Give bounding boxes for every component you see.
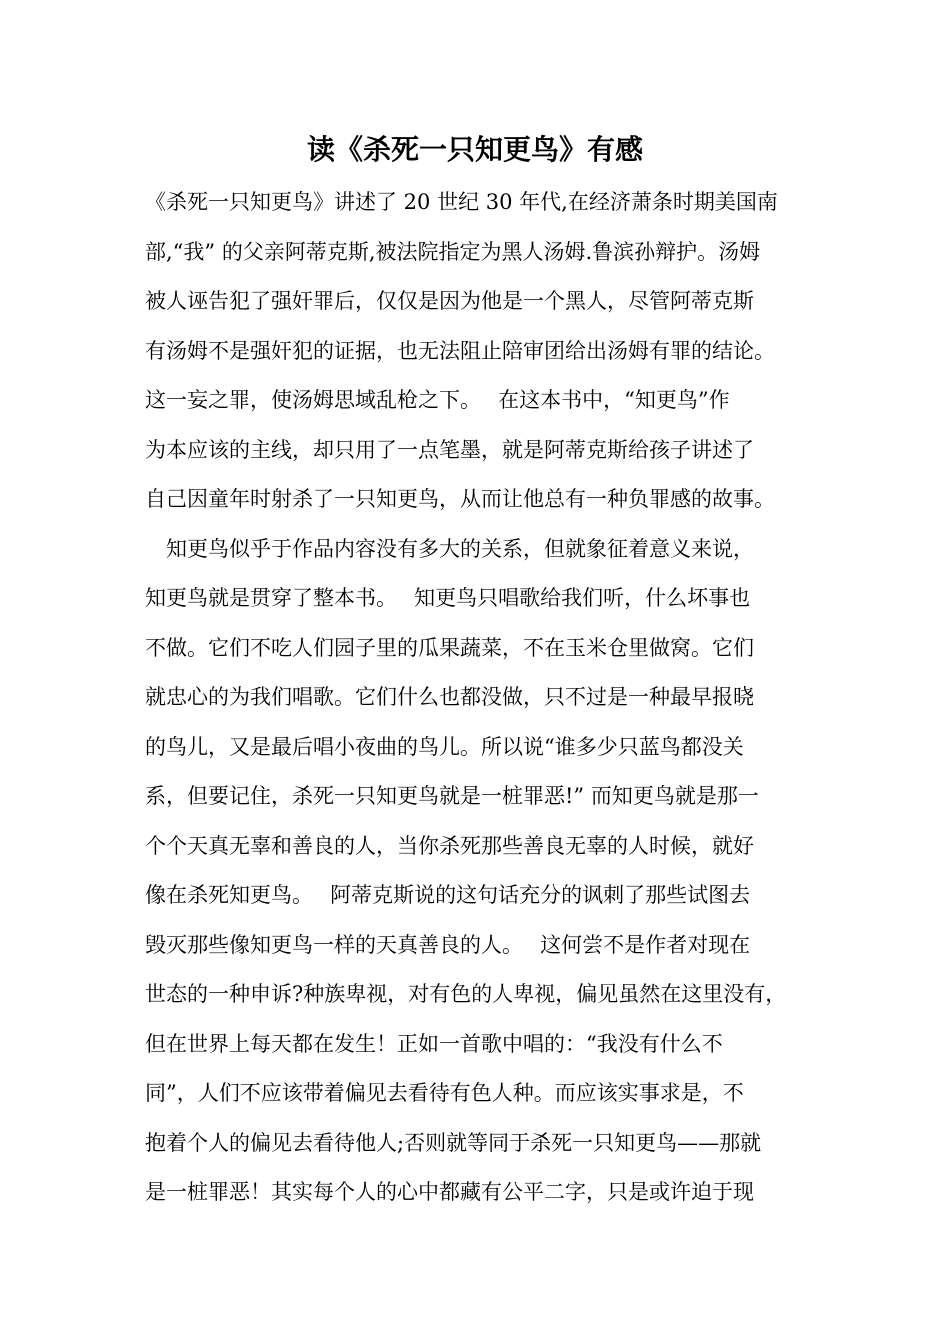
body-line: 就忠心的为我们唱歌。它们什么也都没做，只不过是一种最早报晓 — [145, 685, 754, 709]
body-line: 有汤姆不是强奸犯的证据，也无法阻止陪审团给出汤姆有罪的结论。 — [145, 338, 775, 363]
body-line: 毁灭那些像知更鸟一样的天真善良的人。 这何尝不是作者对现在 — [145, 932, 751, 957]
body-line: 系，但要记住，杀死一只知更鸟就是一桩罪恶!” 而知更鸟就是那一 — [145, 784, 759, 808]
body-line: 但在世界上每天都在发生！正如一首歌中唱的：“我没有什么不 — [145, 1031, 723, 1056]
body-line: 部,“我” 的父亲阿蒂克斯,被法院指定为黑人汤姆.鲁滨孙辩护。汤姆 — [145, 239, 761, 264]
body-line: 抱着个人的偏见去看待他人;否则就等同于杀死一只知更鸟——那就 — [145, 1130, 762, 1155]
document-body — [145, 178, 835, 1218]
body-line: 知更鸟似乎于作品内容没有多大的关系，但就象征着意义来说， — [145, 536, 754, 561]
document-title: 读《杀死一只知更鸟》有感 — [306, 133, 643, 166]
body-line: 这一妄之罪，使汤姆思域乱枪之下。 在这本书中，“知更鸟”作 — [145, 388, 730, 412]
body-line: 为本应该的主线，却只用了一点笔墨，就是阿蒂克斯给孩子讲述了 — [145, 437, 754, 462]
body-line: 是一桩罪恶！其实每个人的心中都藏有公平二字，只是或许迫于现 — [145, 1180, 754, 1204]
body-line: 同”，人们不应该带着偏见去看待有色人种。而应该实事求是，不 — [145, 1081, 744, 1105]
body-line: 像在杀死知更鸟。 阿蒂克斯说的这句话充分的讽刺了那些试图去 — [145, 883, 751, 907]
body-line: 世态的一种申诉?种族卑视，对有色的人卑视，偏见虽然在这里没有， — [145, 982, 787, 1006]
body-line: 个个天真无辜和善良的人，当你杀死那些善良无辜的人时候，就好 — [145, 833, 754, 858]
body-line: 被人诬告犯了强奸罪后，仅仅是因为他是一个黑人，尽管阿蒂克斯 — [145, 289, 754, 313]
body-line: 《杀死一只知更鸟》讲述了 20 世纪 30 年代,在经济萧条时期美国南 — [145, 190, 778, 214]
body-line: 知更鸟就是贯穿了整本书。 知更鸟只唱歌给我们听，什么坏事也 — [145, 586, 751, 610]
body-line: 不做。它们不吃人们园子里的瓜果蔬菜，不在玉米仓里做窝。它们 — [145, 635, 754, 660]
body-line: 的鸟儿，又是最后唱小夜曲的鸟儿。所以说“谁多少只蓝鸟都没关 — [145, 734, 744, 759]
body-line: 自己因童年时射杀了一只知更鸟，从而让他总有一种负罪感的故事。 — [145, 487, 775, 511]
